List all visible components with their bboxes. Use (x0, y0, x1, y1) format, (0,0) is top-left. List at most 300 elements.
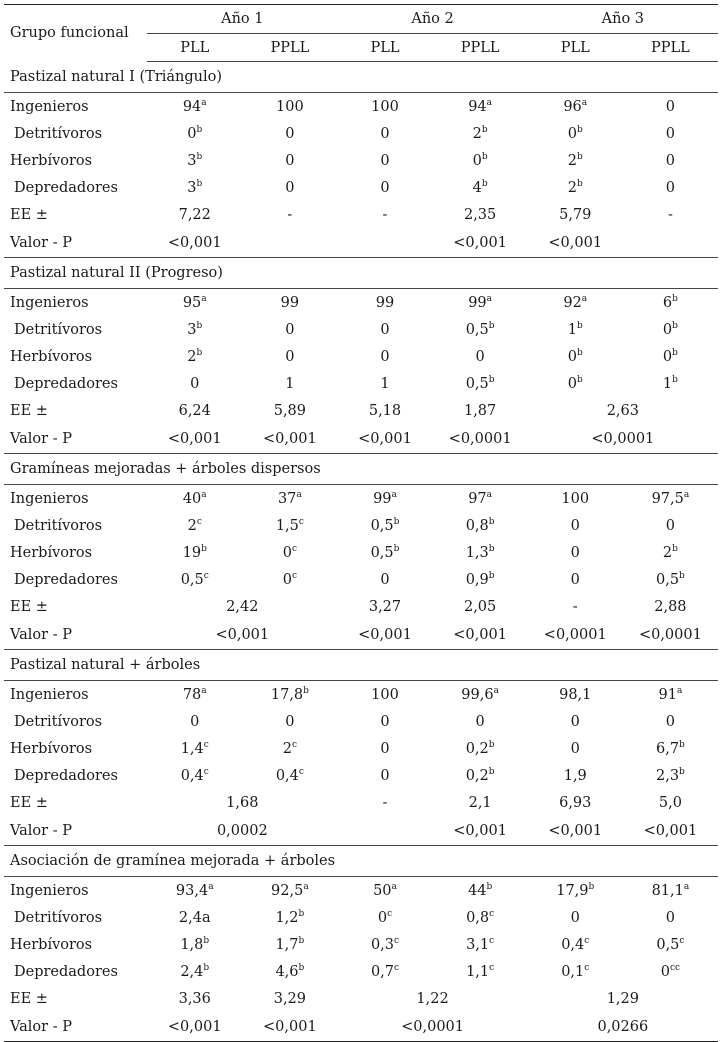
cell-value: 0,2 (465, 740, 489, 757)
p-value-cell (623, 229, 718, 258)
table-row (4, 904, 718, 931)
p-value-row (4, 1013, 718, 1042)
significance-letter: c (298, 516, 304, 527)
table-row (4, 316, 718, 343)
value-cell (433, 708, 528, 735)
value-cell (528, 343, 623, 370)
cell-value: 0 (187, 125, 197, 142)
value-cell (433, 566, 528, 593)
ee-cell: 6,24 (178, 403, 211, 419)
cell-value: 44 (468, 882, 487, 899)
p-value-cell: <0,001 (147, 425, 242, 454)
value-cell (147, 174, 242, 201)
value-cell (242, 735, 337, 762)
cell-value: 2,4 (180, 963, 204, 980)
value-cell (337, 512, 432, 539)
table-row (4, 735, 718, 762)
value-cell (623, 931, 718, 958)
row-label: Herbívoros (10, 152, 93, 169)
value-cell (623, 343, 718, 370)
cell-value: 98,1 (559, 686, 592, 703)
cell-value: 0 (282, 571, 292, 588)
cell-value: 19 (182, 544, 202, 561)
significance-letter: a (391, 881, 397, 892)
significance-letter: b (393, 516, 400, 527)
significance-letter: c (584, 935, 590, 946)
cell-value: 6 (662, 294, 673, 311)
significance-letter: b (196, 124, 203, 135)
value-cell (242, 931, 337, 958)
value-cell (623, 93, 718, 121)
row-label: EE ± (10, 207, 48, 223)
significance-letter: c (584, 962, 590, 973)
value-cell (623, 120, 718, 147)
ee-cell: - (382, 207, 388, 223)
cell-value: 78 (182, 686, 202, 703)
cell-value: 0,5 (465, 321, 489, 338)
value-cell (242, 877, 337, 905)
value-cell (147, 566, 242, 593)
cell-value: 0 (662, 321, 673, 338)
value-cell (147, 343, 242, 370)
cell-value: 1,4 (180, 740, 204, 757)
significance-letter: b (679, 739, 685, 750)
cell-value: 0,7 (370, 963, 394, 980)
cell-value: 0 (570, 740, 580, 757)
table-row (4, 93, 718, 121)
value-cell (337, 370, 432, 397)
significance-letter: b (672, 374, 678, 385)
cell-value: 0 (380, 125, 390, 142)
cell-value: 0 (570, 517, 580, 534)
value-cell (242, 370, 337, 397)
table-row (4, 708, 718, 735)
value-cell (242, 512, 337, 539)
significance-letter: b (298, 935, 305, 946)
significance-letter: b (679, 570, 685, 581)
cell-value: 1 (567, 321, 577, 338)
table-row (4, 931, 718, 958)
significance-letter: b (576, 178, 583, 189)
cell-value: 0 (285, 152, 295, 169)
cell-value: 0 (190, 713, 200, 730)
row-label: Detritívoros (14, 517, 103, 534)
cell-value: 0 (380, 571, 390, 588)
significance-letter: b (201, 543, 207, 554)
cell-value: 94 (468, 98, 487, 115)
value-cell (528, 289, 623, 317)
cell-value: 0 (570, 571, 580, 588)
ee-cell: 1,22 (416, 991, 449, 1007)
cell-value: 99,6 (461, 686, 494, 703)
value-cell (623, 877, 718, 905)
significance-letter: b (196, 178, 203, 189)
ee-cell: 5,18 (368, 403, 402, 419)
cell-value: 0 (380, 179, 390, 196)
value-cell (623, 539, 718, 566)
value-cell (623, 370, 718, 397)
significance-letter: b (196, 151, 203, 162)
cell-value: 0 (377, 909, 388, 926)
significance-letter: c (489, 935, 495, 946)
significance-letter: c (489, 908, 495, 919)
value-cell (242, 174, 337, 201)
table-row (4, 485, 718, 513)
value-cell (147, 958, 242, 985)
value-cell (433, 120, 528, 147)
significance-letter: a (676, 685, 683, 696)
value-cell (147, 316, 242, 343)
table-row (4, 370, 718, 397)
cell-value: 1 (285, 375, 295, 392)
cell-value: 0,3 (370, 936, 394, 953)
value-cell (147, 289, 242, 317)
table-row (4, 958, 718, 985)
significance-letter: c (291, 543, 298, 554)
cell-value: 0 (567, 348, 577, 365)
significance-letter: b (298, 908, 305, 919)
table-row (4, 762, 718, 789)
p-value-cell: <0,001 (337, 621, 432, 650)
section-row (4, 650, 718, 681)
cell-value: 96 (563, 98, 582, 115)
significance-letter: c (203, 739, 209, 750)
p-value-cell (337, 817, 432, 846)
value-cell (528, 512, 623, 539)
cell-value: 0 (380, 740, 390, 757)
p-value-cell: <0,001 (242, 425, 337, 454)
cell-value: 81,1 (651, 882, 684, 899)
section-title: Pastizal natural II (Progreso) (4, 258, 718, 289)
value-cell (433, 877, 528, 905)
cell-value: 100 (371, 686, 399, 703)
cell-value: 17,9 (556, 882, 589, 899)
significance-letter: b (481, 124, 488, 135)
year-3-header: Año 3 (528, 5, 718, 34)
cell-value: 0 (472, 152, 482, 169)
value-cell (528, 566, 623, 593)
value-cell (623, 708, 718, 735)
cell-value: 0 (665, 98, 676, 115)
value-cell (623, 289, 718, 317)
significance-letter: c (196, 516, 202, 527)
p-value-cell: <0,001 (147, 229, 242, 258)
cell-value: 97,5 (651, 490, 684, 507)
p-value-row (4, 425, 718, 454)
table-header (4, 5, 718, 62)
cell-value: 0 (665, 713, 676, 730)
value-cell (623, 316, 718, 343)
significance-letter: b (576, 151, 583, 162)
row-label: Herbívoros (10, 348, 93, 365)
value-cell (242, 566, 337, 593)
significance-letter: c (298, 766, 304, 777)
value-cell (147, 931, 242, 958)
cell-value: 0,1 (561, 963, 585, 980)
p-value-cell: <0,001 (147, 621, 337, 650)
value-cell (433, 370, 528, 397)
cell-value: 0 (570, 909, 580, 926)
value-cell (623, 566, 718, 593)
value-cell (528, 120, 623, 147)
p-value-cell (242, 229, 337, 258)
value-cell (528, 539, 623, 566)
significance-letter: b (672, 320, 678, 331)
cell-value: 0 (665, 179, 676, 196)
cell-value: 0 (475, 348, 485, 365)
value-cell (147, 539, 242, 566)
row-label: EE ± (10, 991, 48, 1007)
cell-value: 37 (277, 490, 297, 507)
value-cell (337, 958, 432, 985)
p-value-cell: <0,0001 (337, 1013, 527, 1042)
cell-value: 0 (665, 152, 676, 169)
cell-value: 1,5 (275, 517, 299, 534)
significance-letter: b (488, 766, 495, 777)
cell-value: 99 (375, 294, 395, 311)
cell-value: 1 (662, 375, 673, 392)
significance-letter: b (576, 320, 583, 331)
row-label: Depredadores (14, 963, 118, 980)
value-cell (433, 316, 528, 343)
cell-value: 1,2 (275, 909, 299, 926)
ee-cell: 3,29 (273, 991, 307, 1007)
row-label: EE ± (10, 599, 48, 615)
value-cell (337, 120, 432, 147)
value-cell (242, 316, 337, 343)
significance-letter: b (481, 151, 488, 162)
cell-value: 0 (570, 713, 580, 730)
value-cell (528, 147, 623, 174)
significance-letter: a (201, 293, 207, 304)
cell-value: 99 (280, 294, 300, 311)
cell-value: 2,4a (178, 909, 211, 926)
value-cell (147, 877, 242, 905)
subcol-header: PLL (528, 34, 623, 62)
p-value-cell: <0,001 (147, 1013, 242, 1042)
significance-letter: a (201, 97, 207, 108)
value-cell (147, 762, 242, 789)
value-cell (623, 174, 718, 201)
value-cell (433, 681, 528, 709)
value-cell (337, 931, 432, 958)
row-label: Detritívoros (14, 909, 103, 926)
significance-letter: b (672, 347, 678, 358)
significance-letter: a (486, 97, 493, 108)
section-row (4, 454, 718, 485)
value-cell (242, 147, 337, 174)
cell-value: 0 (570, 544, 580, 561)
value-cell (337, 735, 432, 762)
table-row (4, 289, 718, 317)
value-cell (242, 93, 337, 121)
p-value-cell (337, 229, 432, 258)
ee-row (4, 201, 718, 229)
row-label: Detritívoros (14, 321, 103, 338)
cell-value: 0 (285, 713, 295, 730)
ee-cell: 5,89 (273, 403, 307, 419)
cell-value: 92,5 (271, 882, 304, 899)
significance-letter: b (488, 374, 495, 385)
p-value-cell: <0,001 (433, 817, 528, 846)
row-label: Valor - P (4, 425, 147, 454)
ee-row (4, 789, 718, 817)
value-cell (528, 681, 623, 709)
significance-letter: b (298, 962, 305, 973)
year-1-header: Año 1 (147, 5, 337, 34)
ee-row (4, 397, 718, 425)
row-label: Detritívoros (14, 713, 103, 730)
subcol-header: PLL (147, 34, 242, 62)
value-cell (433, 343, 528, 370)
value-cell (433, 289, 528, 317)
significance-letter: c (394, 962, 400, 973)
value-cell (147, 681, 242, 709)
cell-value: 0 (380, 348, 390, 365)
significance-letter: b (203, 935, 210, 946)
cell-value: 0 (380, 152, 390, 169)
ee-cell: 2,42 (226, 599, 259, 615)
cell-value: 17,8 (270, 686, 304, 703)
value-cell (337, 93, 432, 121)
significance-letter: b (488, 320, 495, 331)
table-row (4, 566, 718, 593)
significance-letter: b (588, 881, 595, 892)
cell-value: 100 (561, 490, 590, 507)
significance-letter: c (679, 935, 685, 946)
significance-letter: a (581, 97, 588, 108)
cell-value: 92 (563, 294, 582, 311)
value-cell (147, 147, 242, 174)
value-cell (242, 762, 337, 789)
table-row (4, 174, 718, 201)
cell-value: 1,1 (466, 963, 490, 980)
cell-value: 94 (182, 98, 202, 115)
value-cell (623, 512, 718, 539)
cell-value: 0 (190, 375, 200, 392)
cell-value: 0,5 (370, 517, 394, 534)
row-label: Ingenieros (10, 686, 89, 703)
row-label: Depredadores (14, 767, 118, 784)
subcol-header: PPLL (623, 34, 718, 62)
cell-value: 100 (276, 98, 304, 115)
ee-cell: - (667, 207, 673, 223)
cell-value: 0 (665, 517, 676, 534)
cell-value: 40 (182, 490, 202, 507)
cell-value: 1,8 (180, 936, 204, 953)
row-label: Valor - P (4, 229, 147, 258)
value-cell (623, 681, 718, 709)
ee-cell: 6,93 (559, 795, 592, 811)
ee-row (4, 985, 718, 1013)
row-label: Valor - P (4, 1013, 147, 1042)
value-cell (623, 904, 718, 931)
value-cell (242, 681, 337, 709)
cell-value: 0,8 (465, 517, 489, 534)
cell-value: 95 (182, 294, 202, 311)
value-cell (337, 708, 432, 735)
significance-letter: b (488, 516, 495, 527)
value-cell (147, 512, 242, 539)
value-cell (623, 958, 718, 985)
ee-cell: 5,79 (559, 207, 592, 223)
table-row (4, 681, 718, 709)
value-cell (623, 762, 718, 789)
cell-value: 0,2 (465, 767, 489, 784)
row-label: EE ± (10, 795, 48, 811)
value-cell (242, 343, 337, 370)
value-cell (623, 147, 718, 174)
ee-cell: 7,22 (178, 207, 211, 223)
ee-cell: 2,1 (468, 795, 492, 811)
cell-value: 0 (285, 348, 295, 365)
value-cell (433, 93, 528, 121)
section-title: Gramíneas mejoradas + árboles dispersos (4, 454, 718, 485)
cell-value: 1 (380, 375, 390, 392)
value-cell (528, 485, 623, 513)
value-cell (337, 539, 432, 566)
significance-letter: c (203, 570, 209, 581)
ee-cell: - (572, 599, 578, 615)
table-row (4, 877, 718, 905)
cell-value: 0,5 (655, 571, 680, 588)
significance-letter: b (196, 347, 203, 358)
cell-value: 0 (380, 767, 390, 784)
value-cell (242, 485, 337, 513)
row-label: EE ± (10, 403, 48, 419)
value-cell (623, 735, 718, 762)
significance-letter: a (201, 685, 207, 696)
value-cell (337, 289, 432, 317)
table-row (4, 539, 718, 566)
significance-letter: a (303, 881, 309, 892)
significance-letter: a (201, 489, 207, 500)
row-label: Ingenieros (10, 490, 89, 507)
p-value-cell: <0,0001 (623, 621, 718, 650)
cell-value: 0 (380, 321, 390, 338)
significance-letter: a (493, 685, 499, 696)
significance-letter: c (291, 570, 298, 581)
value-cell (433, 762, 528, 789)
value-cell (147, 370, 242, 397)
cell-value: 3 (187, 179, 197, 196)
p-value-cell: <0,001 (242, 1013, 337, 1042)
cell-value: 100 (371, 98, 399, 115)
value-cell (242, 708, 337, 735)
value-cell (433, 735, 528, 762)
value-cell (623, 485, 718, 513)
cell-value: 0,5 (465, 375, 489, 392)
cell-value: 0,5 (656, 936, 680, 953)
cell-value: 0,5 (370, 544, 394, 561)
significance-letter: a (208, 881, 214, 892)
cell-value: 0,4 (275, 767, 299, 784)
cell-value: 0 (475, 713, 485, 730)
cell-value: 2 (567, 152, 577, 169)
value-cell (147, 485, 242, 513)
significance-letter: b (196, 320, 203, 331)
row-label: Ingenieros (10, 294, 89, 311)
value-cell (433, 485, 528, 513)
value-cell (337, 566, 432, 593)
ee-cell: - (287, 207, 293, 223)
cell-value: 0 (665, 125, 676, 142)
value-cell (337, 485, 432, 513)
value-cell (147, 735, 242, 762)
table-row (4, 512, 718, 539)
value-cell (337, 147, 432, 174)
significance-letter: b (303, 685, 309, 696)
